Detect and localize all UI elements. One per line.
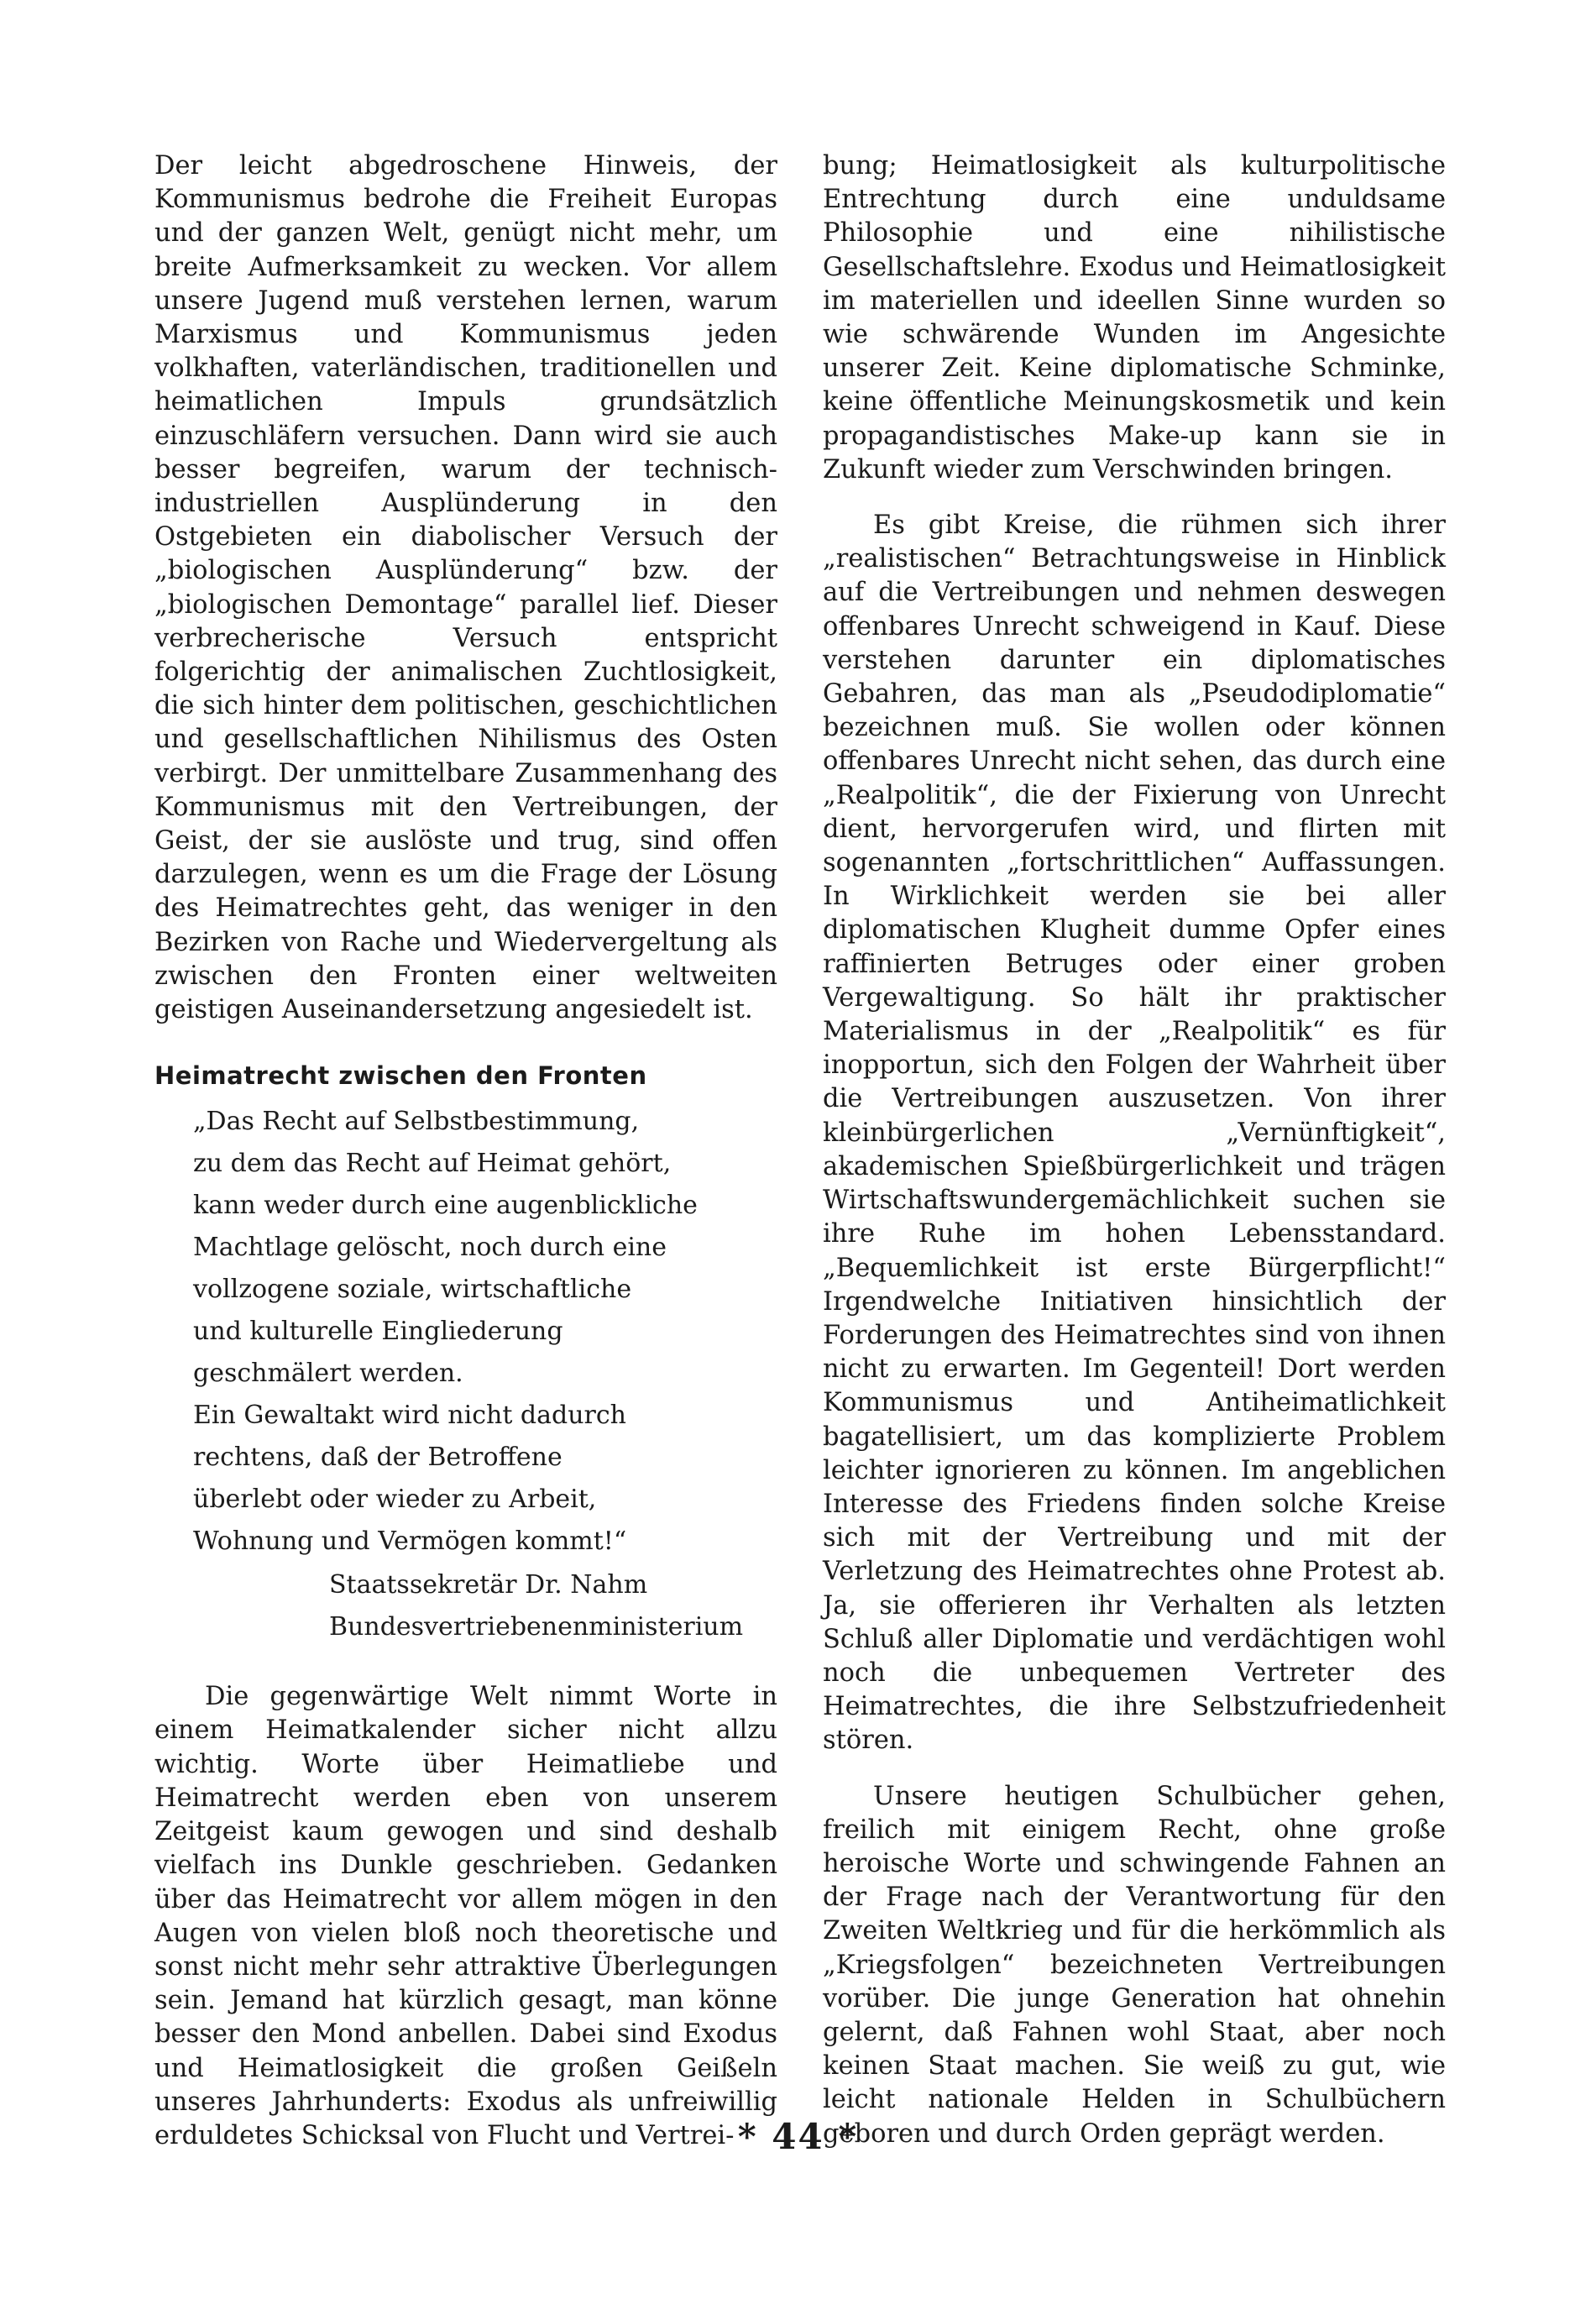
quote-line: Ein Gewaltakt wird nicht dadurch bbox=[193, 1401, 627, 1431]
quote-line: geschmälert werden. bbox=[193, 1359, 463, 1389]
epigraph-quote bbox=[193, 1101, 777, 1563]
quote-line: zu dem das Recht auf Heimat gehört, bbox=[193, 1149, 672, 1179]
quote-line: Machtlage gelöscht, noch durch eine bbox=[193, 1233, 667, 1263]
quote-line: Wohnung und Vermögen kommt!“ bbox=[193, 1527, 627, 1557]
right-paragraph-3: Unsere heutigen Schulbücher gehen, freilich mit einigem Recht, ohne große heroische Worte und schwingende Fahnen an der Frage nach der Verantwortung für den Zweiten Weltkrieg und für die herkömmlich als „Kriegsfolgen“ bezeichneten Vertreibungen vorüber. Die junge Generation hat ohnehin gelernt, daß Fahnen wohl Staat, aber noch keinen Staat machen. Sie weiß zu gut, wie leicht nationale Helden in Schulbüchern geboren und durch Orden geprägt werden. bbox=[823, 1781, 1446, 2149]
quote-line: und kulturelle Eingliederung bbox=[193, 1317, 563, 1347]
right-column bbox=[823, 149, 1446, 2151]
attribution-office: Bundesvertriebenenministerium bbox=[329, 1612, 744, 1642]
section-heading: Heimatrecht zwischen den Fronten bbox=[154, 1061, 647, 1091]
left-paragraph-2: Die gegenwärtige Welt nimmt Worte in einem Heimatkalender sicher nicht allzu wichtig. Worte über Heimatliebe und Heimatrecht werden eben von unserem Zeitgeist kaum gewogen und sind deshalb vielfach ins Dunkle geschrieben. Gedanken über das Heimatrecht vor allem mögen in den Augen von vielen bloß noch theoretische und sonst nicht mehr sehr attraktive Überlegungen sein. Jemand hat kürzlich gesagt, man könne besser den Mond anbellen. Dabei sind Exodus und Heimatlosigkeit die großen Geißeln unseres Jahrhunderts: Exodus als unfreiwillig erduldetes Schicksal von Flucht und Vertrei- bbox=[154, 1682, 777, 2150]
quote-line: überlebt oder wieder zu Arbeit, bbox=[193, 1485, 597, 1515]
page-number: * 44 * bbox=[737, 2116, 859, 2157]
left-paragraph-1: Der leicht abgedroschene Hinweis, der Kommunismus bedrohe die Freiheit Europas und der ganzen Welt, genügt nicht mehr, um breite Aufmerksamkeit zu wecken. Vor allem unsere Jugend muß verstehen lernen, warum Marxismus und Kommunismus jeden volkhaften, vaterländischen, traditionellen und heimatlichen Impuls grundsätzlich einzuschläfern versuchen. Dann wird sie auch besser begreifen, warum der technisch-industriellen Ausplünderung in den Ostgebieten ein diabolischer Versuch der „biologischen Ausplünderung“ bzw. der „biologischen Demontage“ parallel lief. Dieser verbrecherische Versuch entspricht folgerichtig der animalischen Zuchtlosigkeit, die sich hinter dem politischen, geschichtlichen und gesellschaftlichen Nihilismus des Osten verbirgt. Der unmittelbare Zusammenhang des Kommunismus mit den Vertreibungen, der Geist, der sie auslöste und trug, sind offen darzulegen, wenn es um die Frage der Lösung des Heimatrechtes geht, das weniger in den Bezirken von Rache und Wiedervergeltung als zwischen den Fronten einer weltweiten geistigen Auseinandersetzung angesiedelt ist. bbox=[154, 151, 777, 1025]
quote-line: „Das Recht auf Selbstbestimmung, bbox=[193, 1107, 640, 1137]
left-column bbox=[154, 149, 777, 2153]
quote-line: kann weder durch eine augenblickliche bbox=[193, 1191, 698, 1221]
quote-attribution bbox=[329, 1564, 777, 1648]
attribution-name: Staatssekretär Dr. Nahm bbox=[329, 1570, 648, 1600]
right-paragraph-2: Es gibt Kreise, die rühmen sich ihrer „realistischen“ Betrachtungsweise in Hinblick auf die Vertreibungen und nehmen deswegen offenbares Unrecht schweigend in Kauf. Diese verstehen darunter ein diplomatisches Gebahren, das man als „Pseudodiplomatie“ bezeichnen muß. Sie wollen oder können offenbares Unrecht nicht sehen, das durch eine „Realpolitik“, die der Fixierung von Unrecht dient, hervorgerufen wird, und flirten mit sogenannten „fortschrittlichen“ Auffassungen. In Wirklichkeit werden sie bei aller diplomatischen Klugheit dumme Opfer eines raffinierten Betruges oder einer groben Vergewaltigung. So hält ihr praktischer Materialismus in der „Realpolitik“ es für inopportun, sich den Folgen der Wahrheit über die Vertreibungen auszusetzen. Von ihrer kleinbürgerlichen „Vernünftigkeit“, akademischen Spießbürgerlichkeit und trägen Wirtschaftswundergemächlichkeit suchen sie ihre Ruhe im hohen Lebensstandard. „Bequemlichkeit ist erste Bürgerpflicht!“ Irgendwelche Initiativen hinsichtlich der Forderungen des Heimatrechtes sind von ihnen nicht zu erwarten. Im Gegenteil! Dort werden Kommunismus und Antiheimatlichkeit bagatellisiert, um das komplizierte Problem leichter ignorieren zu können. Im angeblichen Interesse des Friedens finden solche Kreise sich mit der Vertreibung und mit der Verletzung des Heimatrechtes ohne Protest ab. Ja, sie offerieren ihr Verhalten als letzten Schluß aller Diplomatie und verdächtigen wohl noch die unbequemen Vertreter des Heimatrechtes, die ihre Selbstzufriedenheit stören. bbox=[823, 511, 1446, 1756]
right-paragraph-1: bung; Heimatlosigkeit als kulturpolitische Entrechtung durch eine unduldsame Philosophie und eine nihilistische Gesellschaftslehre. Exodus und Heimatlosigkeit im materiellen und ideellen Sinne wurden so wie schwärende Wunden im Angesichte unserer Zeit. Keine diplomatische Schminke, keine öffentliche Meinungskosmetik und kein propagandistisches Make-up kann sie in Zukunft wieder zum Verschwinden bringen. bbox=[823, 151, 1446, 484]
quote-line: rechtens, daß der Betroffene bbox=[193, 1443, 563, 1473]
quote-line: vollzogene soziale, wirtschaftliche bbox=[193, 1275, 632, 1305]
